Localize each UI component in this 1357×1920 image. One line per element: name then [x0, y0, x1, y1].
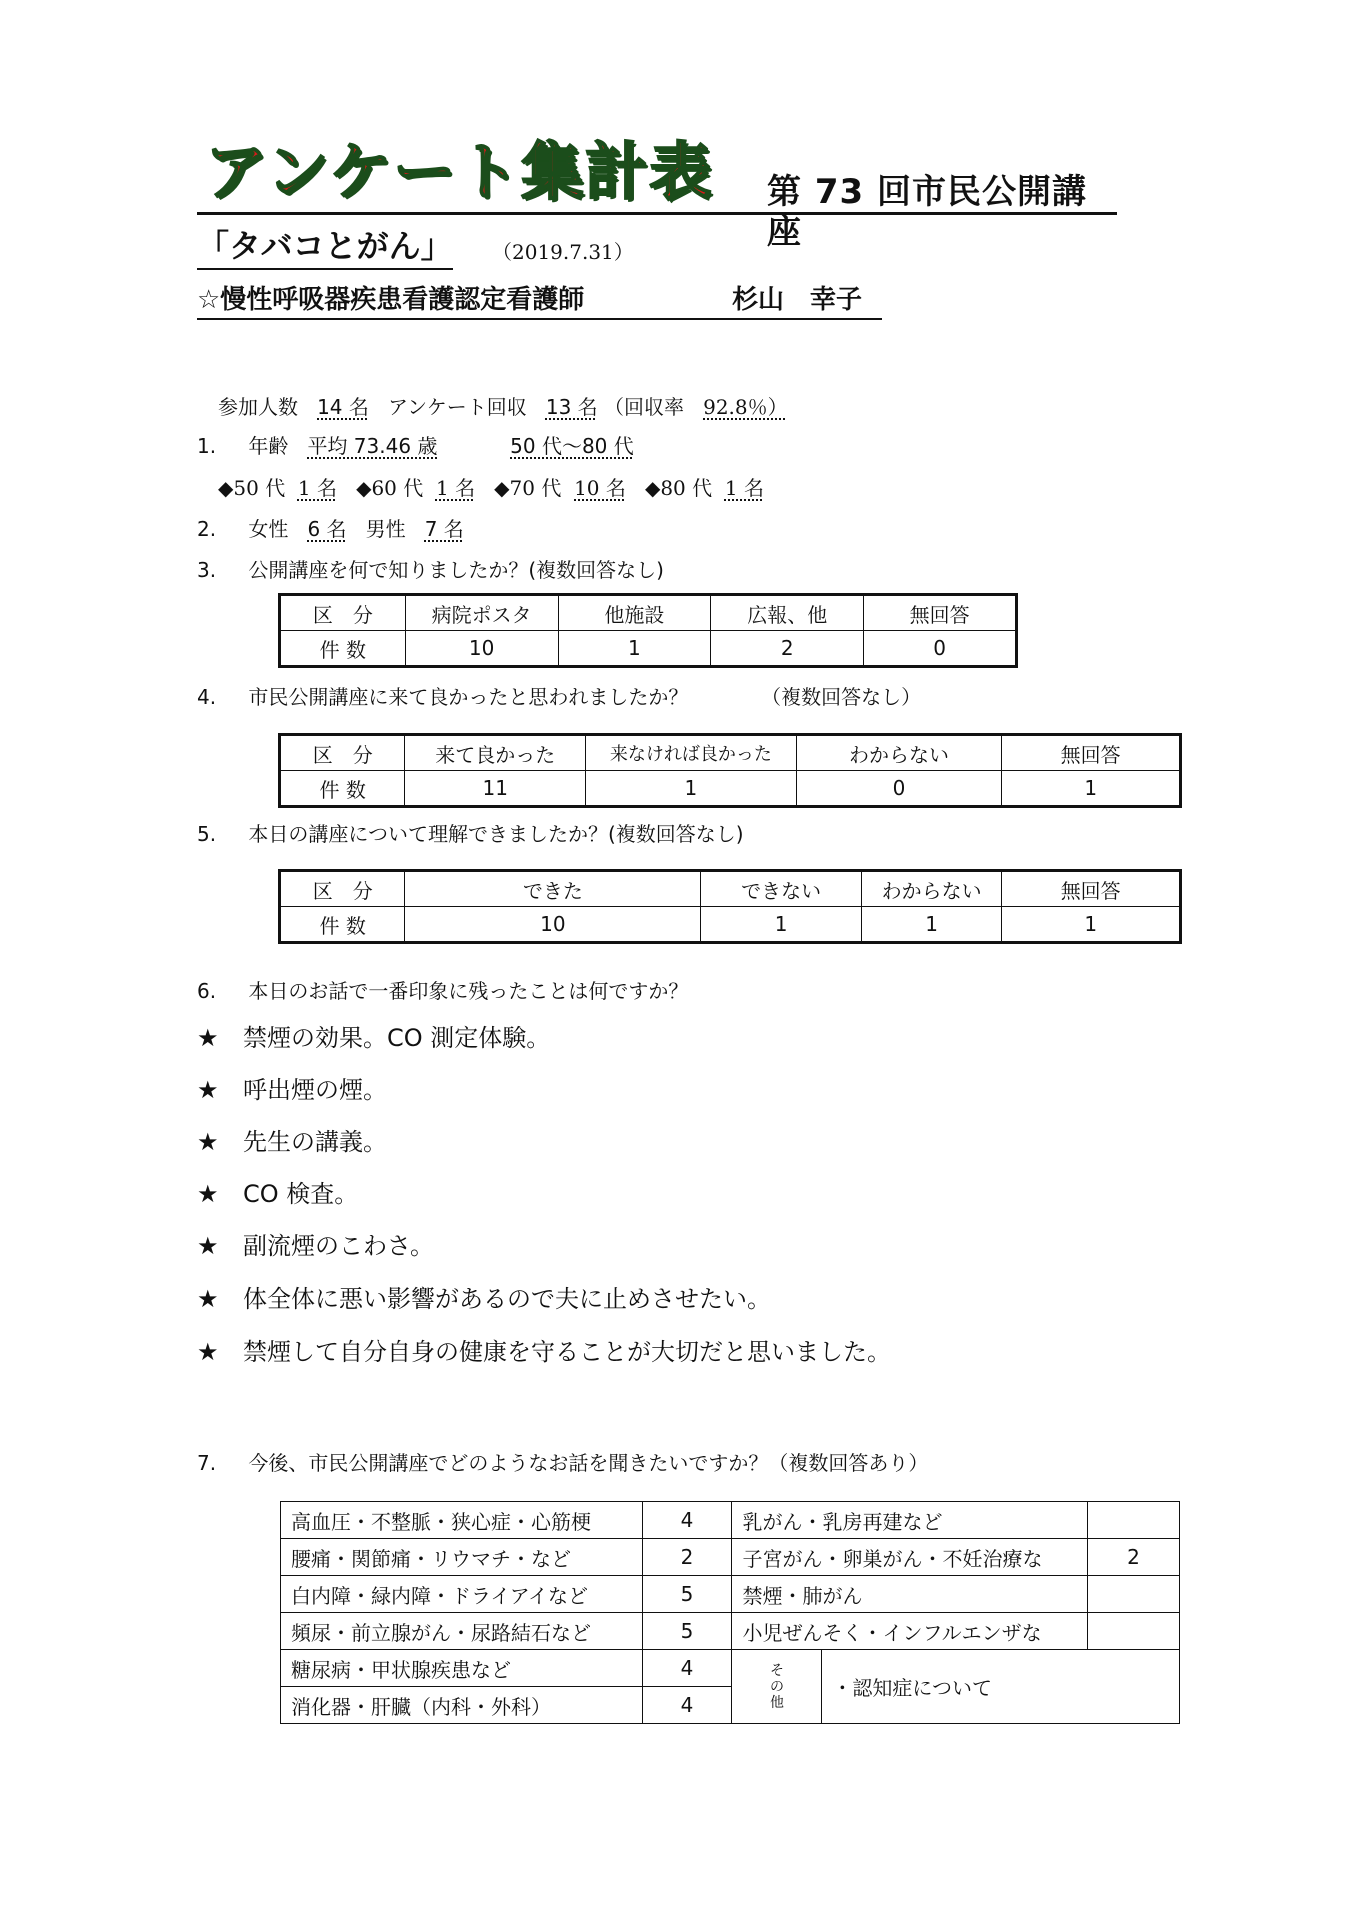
q6-answer: 体全体に悪い影響があるので夫に止めさせたい。 — [243, 1285, 771, 1313]
topic-cell: 消化器・肝臓（内科・外科） — [281, 1687, 643, 1724]
q6-question: 本日のお話で一番印象に残ったことは何ですか？ — [248, 979, 689, 1003]
q2-number: 2. — [197, 517, 217, 541]
rate-value: 92.8％） — [703, 395, 788, 419]
count-cell — [1088, 1576, 1180, 1613]
table-row — [281, 1650, 1180, 1687]
table-cell: 10 — [405, 907, 701, 943]
q1-number: 1. — [197, 434, 217, 458]
q4-number: 4. — [197, 685, 217, 709]
topic-cell: 禁煙・肺がん — [732, 1576, 1088, 1613]
male-count: 7 名 — [424, 517, 464, 541]
count-cell — [1088, 1613, 1180, 1650]
table-cell: 1 — [1002, 771, 1181, 807]
table-header-cell: できた — [405, 871, 701, 907]
summary-line — [218, 393, 788, 421]
other-label — [769, 1663, 785, 1711]
topic-cell: 頻尿・前立腺がん・尿路結石など — [281, 1613, 643, 1650]
q4-question: 市民公開講座に来て良かったと思われましたか？ — [248, 685, 689, 709]
q3-number: 3. — [197, 558, 217, 582]
table-header-row — [280, 595, 1017, 631]
q1-line — [197, 432, 634, 460]
q4-note: （複数回答なし） — [761, 685, 922, 709]
age-group-count: 1 名 — [724, 476, 764, 500]
age-group-count: 1 名 — [435, 476, 476, 500]
topic-cell: 子宮がん・卵巣がん・不妊治療な — [732, 1539, 1088, 1576]
table-header-cell: できない — [701, 871, 862, 907]
table-cell: 1 — [701, 907, 862, 943]
q7-line — [197, 1449, 928, 1477]
age-group-count: 1 名 — [297, 476, 337, 500]
table-row-label: 件 数 — [280, 907, 405, 943]
table-header-cell: 区 分 — [280, 871, 405, 907]
table-cell: 1 — [586, 771, 797, 807]
table-row — [280, 907, 1181, 943]
age-group-label: ◆60 代 — [356, 476, 424, 500]
count-cell: 2 — [1088, 1539, 1180, 1576]
table-cell: 1 — [861, 907, 1001, 943]
table-cell: 10 — [405, 631, 558, 667]
sub-title: 第 73 回市民公開講座 — [767, 172, 1087, 252]
star-icon: ★ — [197, 1285, 219, 1313]
star-icon: ★ — [197, 1338, 219, 1366]
q1-range: 50 代～80 代 — [510, 434, 634, 458]
count-cell: 5 — [642, 1576, 732, 1613]
q3-line — [197, 556, 664, 584]
speaker-line — [197, 282, 882, 320]
table-header-row — [280, 735, 1181, 771]
q7-number: 7. — [197, 1451, 217, 1475]
q5-table — [278, 869, 1182, 944]
table-row — [280, 771, 1181, 807]
table-header-cell: 来なければ良かった — [586, 735, 797, 771]
other-label-char: 他 — [769, 1694, 784, 1711]
table-header-row — [280, 871, 1181, 907]
table-row — [281, 1502, 1180, 1539]
q6-answer: CO 検査。 — [243, 1180, 359, 1208]
table-row — [281, 1613, 1180, 1650]
speaker-role: ☆慢性呼吸器疾患看護認定看護師 — [197, 285, 585, 315]
list-item — [197, 1125, 387, 1159]
table-header-cell: わからない — [861, 871, 1001, 907]
lecture-date: （2019.7.31） — [492, 240, 634, 264]
q5-number: 5. — [197, 822, 217, 846]
list-item — [197, 1229, 434, 1263]
table-row — [280, 631, 1017, 667]
q6-answer: 先生の講義。 — [243, 1128, 387, 1156]
table-cell: 0 — [864, 631, 1017, 667]
star-icon: ★ — [197, 1076, 219, 1104]
table-header-cell: 他施設 — [558, 595, 711, 631]
table-cell: 0 — [796, 771, 1002, 807]
list-item — [197, 1335, 891, 1369]
q4-table — [278, 733, 1182, 808]
q1-age-groups — [218, 474, 764, 502]
other-label-char: の — [769, 1678, 784, 1695]
collected-label: アンケート回収 — [387, 395, 527, 419]
q6-answer: 呼出煙の煙。 — [243, 1076, 387, 1104]
table-header-cell: 無回答 — [1002, 871, 1181, 907]
q1-average: 平均 73.46 歳 — [307, 434, 438, 458]
male-label: 男性 — [365, 517, 406, 541]
count-cell: 4 — [642, 1650, 732, 1687]
count-cell: 4 — [642, 1502, 732, 1539]
list-item — [197, 1073, 387, 1107]
table-row-label: 件 数 — [280, 631, 406, 667]
q6-number: 6. — [197, 979, 217, 1003]
age-group-label: ◆50 代 — [218, 476, 286, 500]
main-title: アンケート集計表 — [205, 135, 714, 208]
q4-line — [197, 683, 921, 711]
table-cell: 2 — [711, 631, 864, 667]
table-header-cell: 来て良かった — [405, 735, 586, 771]
star-icon: ★ — [197, 1180, 219, 1208]
table-row-label: 件 数 — [280, 771, 405, 807]
topic-cell: 糖尿病・甲状腺疾患など — [281, 1650, 643, 1687]
topic-cell: 高血圧・不整脈・狭心症・心筋梗 — [281, 1502, 643, 1539]
q5-question: 本日の講座について理解できましたか？(複数回答なし) — [248, 822, 744, 846]
table-cell: 11 — [405, 771, 586, 807]
other-label-char: そ — [769, 1662, 784, 1679]
table-header-cell: 区 分 — [280, 735, 405, 771]
q7-question: 今後、市民公開講座でどのようなお話を聞きたいですか？（複数回答あり） — [248, 1451, 929, 1475]
rate-label: （回収率 — [604, 395, 685, 419]
table-header-cell: わからない — [796, 735, 1002, 771]
count-cell: 2 — [642, 1539, 732, 1576]
topic-cell: 乳がん・乳房再建など — [732, 1502, 1088, 1539]
q7-table — [280, 1501, 1180, 1724]
q1-label: 年齢 — [248, 434, 289, 458]
table-row — [281, 1539, 1180, 1576]
table-header-cell: 広報、他 — [711, 595, 864, 631]
collected-count: 13 名 — [545, 395, 598, 419]
list-item — [197, 1282, 771, 1316]
star-icon: ★ — [197, 1128, 219, 1156]
topic-cell: 白内障・緑内障・ドライアイなど — [281, 1576, 643, 1613]
table-cell: 1 — [558, 631, 711, 667]
q6-answer: 禁煙して自分自身の健康を守ることが大切だと思いました。 — [243, 1338, 891, 1366]
table-cell: 1 — [1002, 907, 1181, 943]
table-header-cell: 区 分 — [280, 595, 406, 631]
table-header-cell: 病院ポスタ — [405, 595, 558, 631]
age-group-label: ◆70 代 — [494, 476, 562, 500]
speaker-name: 杉山 幸子 — [732, 285, 863, 315]
age-group-label: ◆80 代 — [644, 476, 713, 500]
participants-label: 参加人数 — [218, 395, 298, 419]
other-text: ・認知症について — [822, 1650, 1180, 1724]
count-cell: 5 — [642, 1613, 732, 1650]
q6-line — [197, 977, 688, 1005]
q6-answer: 副流煙のこわさ。 — [243, 1232, 435, 1260]
other-label-cell — [732, 1650, 822, 1724]
list-item — [197, 1021, 550, 1055]
table-header-cell: 無回答 — [864, 595, 1017, 631]
topic-cell: 腰痛・関節痛・リウマチ・など — [281, 1539, 643, 1576]
table-header-cell: 無回答 — [1002, 735, 1181, 771]
female-label: 女性 — [248, 517, 289, 541]
star-icon: ★ — [197, 1232, 219, 1260]
count-cell: 4 — [642, 1687, 732, 1724]
list-item — [197, 1177, 358, 1211]
star-icon: ★ — [197, 1024, 219, 1052]
topic-cell: 小児ぜんそく・インフルエンザな — [732, 1613, 1088, 1650]
age-group-count: 10 名 — [574, 476, 626, 500]
participants-count: 14 名 — [317, 395, 369, 419]
count-cell — [1088, 1502, 1180, 1539]
q2-line — [197, 515, 464, 543]
q5-line — [197, 820, 744, 848]
lecture-title: 「タバコとがん」 — [197, 226, 453, 270]
table-row — [281, 1576, 1180, 1613]
q3-table — [278, 593, 1018, 668]
female-count: 6 名 — [307, 517, 347, 541]
q3-question: 公開講座を何で知りましたか？(複数回答なし) — [248, 558, 664, 582]
q6-answer: 禁煙の効果。CO 測定体験。 — [243, 1024, 551, 1052]
